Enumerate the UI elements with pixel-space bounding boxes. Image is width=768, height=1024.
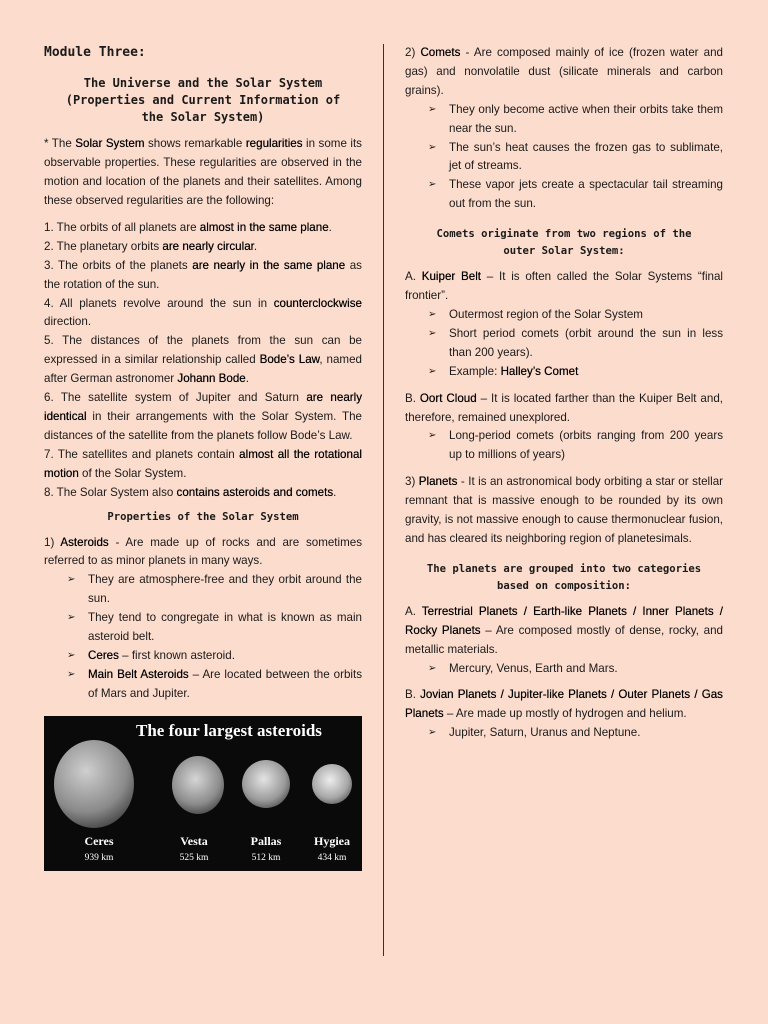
intro-text: shows remarkable bbox=[144, 137, 246, 151]
kuiper-bullets bbox=[405, 306, 723, 382]
asteroid-size: 512 km bbox=[251, 852, 281, 863]
ceres-image bbox=[54, 740, 134, 828]
intro-bold: Solar System bbox=[75, 137, 145, 151]
properties-heading: Properties of the Solar System bbox=[107, 510, 299, 523]
list-item: ➢ They are atmosphere-free and they orbit around the sun. bbox=[67, 573, 362, 606]
module-heading: Module Three: bbox=[44, 45, 146, 60]
asteroid-name: Hygiea bbox=[314, 833, 350, 848]
list-item: ➢ Mercury, Venus, Earth and Mars. bbox=[405, 660, 723, 679]
module-title-line: the Solar System) bbox=[141, 109, 265, 124]
comets-bullets bbox=[405, 101, 723, 214]
right-column bbox=[405, 44, 723, 743]
terrestrial-paragraph: A. Terrestrial Planets / Earth-like Planets / Inner Planets / Rocky Planets – Are composed mostly of dense, rocky, and metallic materials. bbox=[405, 604, 723, 656]
list-item: 6. The satellite system of Jupiter and Saturn are nearly identical in their arrangements with the Solar System. The distances of the satellite from the planets follow Bode’s Law. bbox=[44, 391, 363, 442]
module-title-line: (Properties and Current Information of bbox=[65, 92, 341, 107]
arrow-bullet-icon: ➢ bbox=[428, 430, 437, 442]
list-item: ➢ Example: Halley’s Comet bbox=[405, 363, 723, 382]
figure-title: The four largest asteroids bbox=[136, 720, 322, 740]
asteroid-size: 525 km bbox=[179, 852, 209, 863]
vesta-image bbox=[172, 756, 224, 814]
arrow-bullet-icon: ➢ bbox=[428, 727, 437, 739]
list-item: 1. The orbits of all planets are almost in the same plane. bbox=[44, 220, 332, 234]
regularities-list bbox=[44, 219, 362, 503]
arrow-bullet-icon: ➢ bbox=[67, 649, 76, 661]
list-item: 5. The distances of the planets from the sun can be expressed in a similar relationship called Bode’s Law, named after German astronomer Johann Bode. bbox=[44, 334, 362, 386]
intro-bold: regularities bbox=[245, 137, 303, 151]
asteroid-name: Ceres bbox=[84, 833, 114, 848]
heading-line: The planets are grouped into two categories bbox=[426, 562, 702, 575]
asteroids-bullets bbox=[44, 571, 362, 703]
list-item: 8. The Solar System also contains asteroids and comets. bbox=[44, 485, 337, 499]
list-item: ➢ These vapor jets create a spectacular tail streaming out from the sun. bbox=[428, 178, 723, 211]
comets-paragraph: 2) Comets - Are composed mainly of ice (frozen water and gas) and nonvolatile dust (silicate minerals and carbon grains). bbox=[405, 46, 724, 97]
arrow-bullet-icon: ➢ bbox=[428, 327, 437, 339]
list-item: ➢ The sun’s heat causes the frozen gas to sublimate, jet of streams. bbox=[428, 140, 723, 173]
planets-paragraph: 3) Planets - It is an astronomical body orbiting a star or stellar remnant that is massive enough to be rounded by its own gravity, is not massive enough to cause thermonuclear fusion, and has cleared its neighboring region of planetesimals. bbox=[405, 475, 724, 545]
asteroids-paragraph: 1) Asteroids - Are made up of rocks and are sometimes referred to as minor planets in many ways. bbox=[44, 535, 363, 568]
asteroid-size: 434 km bbox=[317, 852, 347, 863]
intro-text: * The bbox=[44, 137, 76, 151]
heading-line: Comets originate from two regions of the bbox=[436, 228, 692, 241]
asteroids-figure bbox=[44, 716, 362, 871]
asteroid-size: 939 km bbox=[84, 852, 114, 863]
list-item: ➢ Ceres – first known asteroid. bbox=[44, 647, 362, 666]
terrestrial-bullets bbox=[405, 660, 723, 679]
oort-paragraph: B. Oort Cloud – It is located farther than the Kuiper Belt and, therefore, remained unexplored. bbox=[405, 391, 723, 424]
arrow-bullet-icon: ➢ bbox=[67, 612, 76, 624]
asteroid-name: Pallas bbox=[250, 833, 282, 848]
list-item: ➢ They tend to congregate in what is known as main asteroid belt. bbox=[67, 611, 362, 644]
asteroid-name: Vesta bbox=[180, 833, 208, 848]
hygiea-image bbox=[312, 764, 352, 804]
column-divider bbox=[383, 44, 384, 956]
list-item: 3. The orbits of the planets are nearly in the same plane as the rotation of the sun. bbox=[44, 258, 362, 291]
oort-bullets bbox=[405, 427, 723, 465]
pallas-image bbox=[242, 760, 290, 808]
list-item: 2. The planetary orbits are nearly circular. bbox=[44, 239, 258, 253]
arrow-bullet-icon: ➢ bbox=[428, 103, 437, 115]
list-item: 7. The satellites and planets contain almost all the rotational motion of the Solar System. bbox=[44, 447, 362, 480]
arrow-bullet-icon: ➢ bbox=[67, 574, 76, 586]
arrow-bullet-icon: ➢ bbox=[428, 365, 437, 377]
list-item: ➢ Outermost region of the Solar System bbox=[405, 306, 723, 325]
list-item: ➢ They only become active when their orbits take them near the sun. bbox=[428, 102, 723, 135]
intro-paragraph bbox=[44, 135, 362, 211]
list-item: ➢ Long-period comets (orbits ranging from 200 years up to millions of years) bbox=[428, 429, 723, 462]
heading-line: outer Solar System: bbox=[503, 245, 625, 258]
module-title bbox=[44, 75, 362, 125]
module-title-line: The Universe and the Solar System bbox=[83, 75, 323, 90]
jovian-paragraph: B. Jovian Planets / Jupiter-like Planets / Outer Planets / Gas Planets – Are made up mostly of hydrogen and helium. bbox=[405, 688, 723, 721]
list-item: 4. All planets revolve around the sun in counterclockwise direction. bbox=[44, 296, 362, 329]
list-item: ➢ Short period comets (orbit around the sun in less than 200 years). bbox=[428, 326, 723, 359]
kuiper-paragraph: A. Kuiper Belt – It is often called the Solar Systems “final frontier”. bbox=[405, 270, 724, 303]
comets-origin-heading bbox=[405, 226, 723, 260]
left-column bbox=[44, 44, 362, 871]
arrow-bullet-icon: ➢ bbox=[428, 179, 437, 191]
list-item: ➢ Main Belt Asteroids – Are located between the orbits of Mars and Jupiter. bbox=[67, 667, 362, 700]
planets-categories-heading bbox=[405, 561, 723, 595]
heading-line: based on composition: bbox=[497, 579, 631, 592]
arrow-bullet-icon: ➢ bbox=[67, 668, 76, 680]
arrow-bullet-icon: ➢ bbox=[428, 662, 437, 674]
jovian-bullets bbox=[405, 724, 723, 743]
arrow-bullet-icon: ➢ bbox=[428, 308, 437, 320]
arrow-bullet-icon: ➢ bbox=[428, 141, 437, 153]
intro-text: in some its observable properties. These regularities are observed in the motion and location of the planets and their satellites. Among these observed regularities are the following: bbox=[44, 137, 362, 208]
list-item: ➢ Jupiter, Saturn, Uranus and Neptune. bbox=[405, 724, 723, 743]
